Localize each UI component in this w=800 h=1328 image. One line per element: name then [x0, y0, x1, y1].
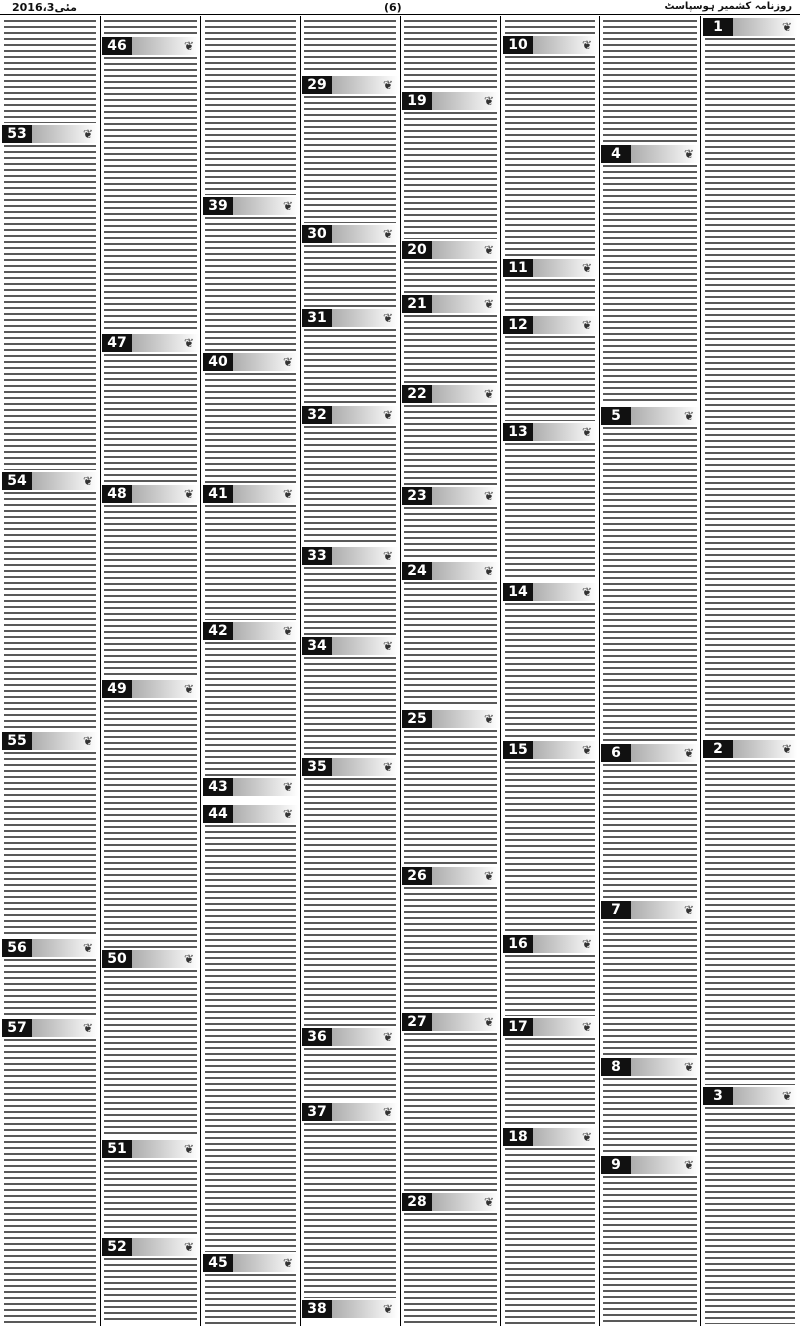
news-item-header [102, 1238, 199, 1256]
news-item-header [302, 225, 398, 243]
news-item-header [402, 241, 499, 259]
news-item-text [4, 492, 96, 730]
news-item-number: 5 [601, 407, 631, 425]
news-item-number: 49 [102, 680, 132, 698]
news-item-text [304, 1048, 396, 1101]
news-item-header [402, 92, 499, 110]
news-item-number: 42 [203, 622, 233, 640]
news-item-header [203, 805, 298, 823]
news-item-text [304, 1123, 396, 1298]
news-item-number: 1 [703, 18, 733, 36]
leaf-icon: ❦ [581, 937, 593, 951]
news-item-text [304, 426, 396, 545]
news-item-number: 4 [601, 145, 631, 163]
leaf-icon: ❦ [382, 78, 394, 92]
news-item-text [603, 1078, 697, 1154]
news-item-header [503, 1018, 597, 1036]
news-item-number: 35 [302, 758, 332, 776]
news-column [601, 16, 699, 1326]
news-item-text [404, 112, 497, 239]
news-item-text [205, 1274, 296, 1324]
news-item-header [601, 407, 699, 425]
news-item-text [603, 1176, 697, 1324]
news-item-text [505, 56, 595, 257]
news-item-header [601, 744, 699, 762]
leaf-icon: ❦ [82, 734, 94, 748]
news-item-header [503, 259, 597, 277]
news-item-number: 32 [302, 406, 332, 424]
news-item-header [601, 1058, 699, 1076]
news-item-header [203, 353, 298, 371]
leaf-icon: ❦ [581, 318, 593, 332]
leaf-icon: ❦ [82, 127, 94, 141]
news-item-text [404, 315, 497, 383]
news-item-text [4, 145, 96, 470]
news-item-text [304, 245, 396, 307]
news-item-header [102, 334, 199, 352]
news-item-number: 30 [302, 225, 332, 243]
news-item-number: 46 [102, 37, 132, 55]
news-item-header [203, 485, 298, 503]
news-item-text [205, 20, 296, 195]
news-item-number: 24 [402, 562, 432, 580]
leaf-icon: ❦ [183, 952, 195, 966]
news-item-number: 37 [302, 1103, 332, 1121]
news-item-header [402, 295, 499, 313]
news-item-text [205, 217, 296, 351]
news-item-header [503, 423, 597, 441]
leaf-icon: ❦ [781, 742, 793, 756]
news-item-number: 34 [302, 637, 332, 655]
news-item-number: 52 [102, 1238, 132, 1256]
leaf-icon: ❦ [683, 147, 695, 161]
news-item-header [302, 758, 398, 776]
news-item-text [104, 1258, 197, 1324]
news-item-text [304, 20, 396, 74]
leaf-icon: ❦ [483, 712, 495, 726]
news-item-text [603, 20, 697, 143]
leaf-icon: ❦ [183, 336, 195, 350]
news-item-number: 44 [203, 805, 233, 823]
news-item-header [2, 732, 98, 750]
leaf-icon: ❦ [282, 807, 294, 821]
news-item-number: 29 [302, 76, 332, 94]
news-item-text [404, 582, 497, 708]
news-item-number: 57 [2, 1019, 32, 1037]
news-item-text [304, 778, 396, 1026]
news-item-number: 36 [302, 1028, 332, 1046]
leaf-icon: ❦ [483, 564, 495, 578]
leaf-icon: ❦ [382, 760, 394, 774]
news-column [703, 16, 797, 1326]
news-item-text [104, 354, 197, 483]
news-item-header [402, 385, 499, 403]
leaf-icon: ❦ [581, 261, 593, 275]
news-item-number: 56 [2, 939, 32, 957]
news-item-header [402, 1013, 499, 1031]
news-item-text [304, 329, 396, 404]
news-column [503, 16, 597, 1326]
column-rule [300, 16, 301, 1326]
news-item-header [302, 1028, 398, 1046]
leaf-icon: ❦ [382, 311, 394, 325]
leaf-icon: ❦ [282, 487, 294, 501]
news-item-header [601, 145, 699, 163]
leaf-icon: ❦ [683, 1060, 695, 1074]
leaf-icon: ❦ [483, 489, 495, 503]
news-item-text [205, 825, 296, 1252]
news-item-text [4, 20, 96, 123]
page-number: (6) [384, 1, 402, 14]
news-item-number: 54 [2, 472, 32, 490]
news-item-header [2, 472, 98, 490]
news-item-number: 40 [203, 353, 233, 371]
news-item-number: 12 [503, 316, 533, 334]
news-item-number: 6 [601, 744, 631, 762]
leaf-icon: ❦ [82, 941, 94, 955]
leaf-icon: ❦ [382, 408, 394, 422]
news-item-text [505, 1148, 595, 1324]
news-item-header [402, 487, 499, 505]
news-item-text [603, 921, 697, 1056]
news-item-number: 17 [503, 1018, 533, 1036]
news-item-number: 14 [503, 583, 533, 601]
news-item-text [603, 764, 697, 899]
issue-date: 2016،3مئی [12, 1, 77, 14]
news-item-header [2, 125, 98, 143]
news-item-number: 26 [402, 867, 432, 885]
news-item-header [102, 680, 199, 698]
news-item-header [203, 778, 298, 796]
news-item-header [302, 406, 398, 424]
leaf-icon: ❦ [183, 39, 195, 53]
leaf-icon: ❦ [382, 1302, 394, 1316]
news-item-header [102, 1140, 199, 1158]
leaf-icon: ❦ [282, 1256, 294, 1270]
news-item-header [503, 935, 597, 953]
news-item-header [302, 637, 398, 655]
news-item-header [2, 939, 98, 957]
news-item-text [505, 443, 595, 581]
news-item-text [505, 955, 595, 1016]
leaf-icon: ❦ [483, 869, 495, 883]
news-item-header [402, 562, 499, 580]
news-item-text [505, 761, 595, 933]
news-column [2, 16, 98, 1326]
news-item-text [104, 700, 197, 948]
news-column [102, 16, 199, 1326]
news-item-number: 23 [402, 487, 432, 505]
news-item-text [104, 57, 197, 332]
news-item-text [4, 959, 96, 1017]
news-item-text [4, 1039, 96, 1324]
news-item-header [2, 1019, 98, 1037]
news-item-header [703, 18, 797, 36]
column-rule [400, 16, 401, 1326]
news-item-header [601, 1156, 699, 1174]
news-item-number: 15 [503, 741, 533, 759]
news-item-number: 3 [703, 1087, 733, 1105]
column-rule [700, 16, 701, 1326]
news-item-text [205, 373, 296, 483]
leaf-icon: ❦ [282, 199, 294, 213]
news-item-number: 19 [402, 92, 432, 110]
news-item-number: 20 [402, 241, 432, 259]
leaf-icon: ❦ [483, 1015, 495, 1029]
news-item-number: 21 [402, 295, 432, 313]
news-item-text [404, 20, 497, 90]
leaf-icon: ❦ [483, 243, 495, 257]
news-item-text [205, 642, 296, 776]
news-item-number: 10 [503, 36, 533, 54]
leaf-icon: ❦ [781, 20, 793, 34]
news-item-number: 55 [2, 732, 32, 750]
news-item-number: 22 [402, 385, 432, 403]
leaf-icon: ❦ [183, 1240, 195, 1254]
news-item-number: 43 [203, 778, 233, 796]
news-item-number: 16 [503, 935, 533, 953]
news-item-text [4, 752, 96, 937]
news-item-number: 2 [703, 740, 733, 758]
news-item-number: 9 [601, 1156, 631, 1174]
news-item-text [505, 336, 595, 421]
news-item-text [304, 567, 396, 635]
news-item-header [102, 950, 199, 968]
news-item-text [505, 603, 595, 739]
news-item-header [302, 1300, 398, 1318]
news-column [203, 16, 298, 1326]
news-item-text [304, 657, 396, 756]
column-rule [100, 16, 101, 1326]
news-item-text [104, 970, 197, 1138]
news-item-number: 27 [402, 1013, 432, 1031]
news-item-header [503, 36, 597, 54]
news-column [402, 16, 499, 1326]
news-item-header [102, 37, 199, 55]
leaf-icon: ❦ [581, 425, 593, 439]
news-item-header [203, 1254, 298, 1272]
leaf-icon: ❦ [683, 746, 695, 760]
news-item-header [703, 1087, 797, 1105]
news-item-header [703, 740, 797, 758]
news-item-header [503, 583, 597, 601]
leaf-icon: ❦ [683, 903, 695, 917]
news-item-text [404, 730, 497, 865]
news-item-number: 38 [302, 1300, 332, 1318]
leaf-icon: ❦ [382, 639, 394, 653]
news-item-number: 33 [302, 547, 332, 565]
news-item-number: 39 [203, 197, 233, 215]
column-rule [599, 16, 600, 1326]
news-item-header [402, 710, 499, 728]
leaf-icon: ❦ [581, 38, 593, 52]
news-item-header [402, 867, 499, 885]
leaf-icon: ❦ [683, 409, 695, 423]
news-item-text [404, 405, 497, 485]
news-item-number: 50 [102, 950, 132, 968]
news-item-number: 7 [601, 901, 631, 919]
news-item-header [402, 1193, 499, 1211]
news-item-text [505, 279, 595, 314]
leaf-icon: ❦ [781, 1089, 793, 1103]
leaf-icon: ❦ [282, 355, 294, 369]
news-item-number: 8 [601, 1058, 631, 1076]
news-item-header [302, 1103, 398, 1121]
page-header [0, 0, 800, 15]
news-item-header [503, 316, 597, 334]
news-item-header [503, 741, 597, 759]
news-item-header [203, 197, 298, 215]
news-item-header [302, 547, 398, 565]
leaf-icon: ❦ [483, 387, 495, 401]
news-item-text [304, 96, 396, 223]
news-item-number: 51 [102, 1140, 132, 1158]
leaf-icon: ❦ [282, 624, 294, 638]
news-item-text [404, 887, 497, 1011]
leaf-icon: ❦ [581, 1020, 593, 1034]
news-item-text [705, 38, 795, 738]
leaf-icon: ❦ [382, 549, 394, 563]
news-item-text [404, 507, 497, 560]
news-item-number: 45 [203, 1254, 233, 1272]
news-item-text [505, 20, 595, 34]
news-item-text [705, 760, 795, 1085]
news-item-header [302, 76, 398, 94]
leaf-icon: ❦ [483, 297, 495, 311]
news-item-header [601, 901, 699, 919]
news-item-text [404, 261, 497, 293]
news-item-number: 47 [102, 334, 132, 352]
news-item-text [104, 20, 197, 35]
leaf-icon: ❦ [581, 1130, 593, 1144]
news-item-number: 11 [503, 259, 533, 277]
leaf-icon: ❦ [382, 1105, 394, 1119]
news-item-number: 53 [2, 125, 32, 143]
news-item-number: 41 [203, 485, 233, 503]
news-item-header [203, 622, 298, 640]
news-item-number: 13 [503, 423, 533, 441]
news-column [302, 16, 398, 1326]
leaf-icon: ❦ [183, 1142, 195, 1156]
news-item-number: 48 [102, 485, 132, 503]
news-item-text [104, 505, 197, 678]
leaf-icon: ❦ [183, 682, 195, 696]
news-item-number: 18 [503, 1128, 533, 1146]
news-item-number: 31 [302, 309, 332, 327]
column-rule [200, 16, 201, 1326]
leaf-icon: ❦ [382, 1030, 394, 1044]
news-item-text [603, 165, 697, 405]
news-item-text [603, 427, 697, 742]
leaf-icon: ❦ [683, 1158, 695, 1172]
news-item-number: 28 [402, 1193, 432, 1211]
news-item-header [302, 309, 398, 327]
leaf-icon: ❦ [282, 780, 294, 794]
news-item-text [104, 1160, 197, 1236]
leaf-icon: ❦ [483, 1195, 495, 1209]
leaf-icon: ❦ [82, 474, 94, 488]
leaf-icon: ❦ [581, 743, 593, 757]
news-item-header [102, 485, 199, 503]
leaf-icon: ❦ [183, 487, 195, 501]
news-item-text [705, 1107, 795, 1324]
leaf-icon: ❦ [581, 585, 593, 599]
leaf-icon: ❦ [382, 227, 394, 241]
news-item-text [404, 1033, 497, 1191]
leaf-icon: ❦ [483, 94, 495, 108]
news-item-number: 25 [402, 710, 432, 728]
news-item-text [404, 1213, 497, 1324]
news-item-header [503, 1128, 597, 1146]
masthead: روزنامہ کشمیر ہوسپاسٹ [664, 1, 792, 12]
column-rule [500, 16, 501, 1326]
leaf-icon: ❦ [82, 1021, 94, 1035]
news-item-text [205, 505, 296, 620]
news-item-text [505, 1038, 595, 1126]
